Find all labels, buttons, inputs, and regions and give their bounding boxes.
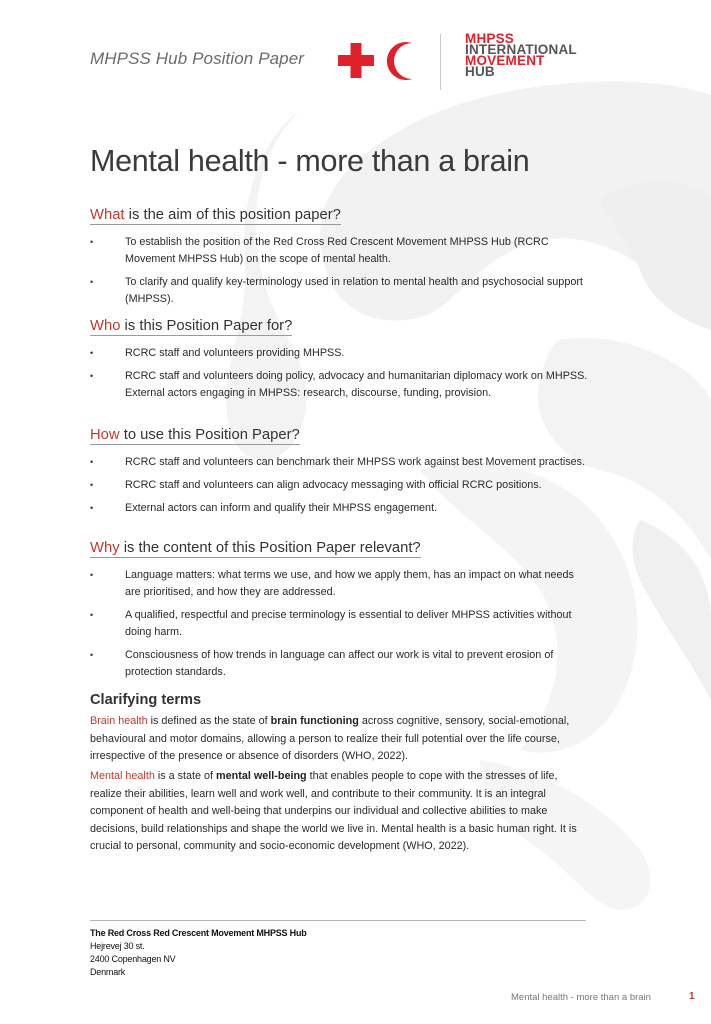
section-why (90, 539, 590, 687)
section-heading: Why is the content of this Position Paper relevant? (90, 540, 421, 556)
list-item: • Consciousness of how trends in language can affect our work is vital to prevent erosion of protection standards. (90, 647, 590, 681)
section-what (90, 206, 590, 314)
header-divider (440, 34, 441, 90)
page-number: 1 (689, 991, 695, 1002)
list-item: • RCRC staff and volunteers providing MHPSS. (90, 345, 590, 362)
section-who (90, 317, 590, 402)
list-item: • External actors can inform and qualify their MHPSS engagement. (90, 500, 590, 517)
list-item-continuation: External actors engaging in MHPSS: research, discourse, funding, provision. (125, 387, 492, 399)
list-item: • RCRC staff and volunteers can benchmark their MHPSS work against best Movement practises. (90, 454, 590, 471)
section-heading: Who is this Position Paper for? (90, 318, 293, 334)
list-item: • A qualified, respectful and precise terminology is essential to deliver MHPSS activities without doing harm. (90, 607, 590, 641)
mental-health-definition: Mental health is a state of mental well-being that enables people to cope with the stresses of life, realize their abilities, learn well and work well, and contribute to their community. It is an integral component of health and well-being that underpins our individual and collective abilities to make decisions, build relationships and shape the world we live in. Mental health is a basic human right. It is crucial to personal, community and socio-economic development (WHO, 2022). (90, 770, 577, 852)
footer-divider (90, 920, 586, 921)
list-item: • Language matters: what terms we use, and how we apply them, has an impact on what needs are prioritised, and how they are addressed. (90, 567, 590, 601)
list-item: • RCRC staff and volunteers can align advocacy messaging with official RCRC positions. (90, 477, 590, 494)
running-footer-title: Mental health - more than a brain (511, 992, 651, 1003)
list-item: • RCRC staff and volunteers doing policy, advocacy and humanitarian diplomacy work on MHPSS. (90, 368, 590, 385)
section-heading: How to use this Position Paper? (90, 427, 300, 443)
clarifying-terms-heading: Clarifying terms (90, 692, 202, 708)
address-block: The Red Cross Red Crescent Movement MHPSS Hub Hejrevej 30 st. 2400 Copenhagen NV Denmark (90, 928, 307, 977)
header-title: MHPSS Hub Position Paper (90, 49, 305, 68)
section-how (90, 426, 590, 523)
red-cross-red-crescent-emblem-icon (338, 40, 418, 82)
list-item: • To clarify and qualify key-terminology used in relation to mental health and psychosocial support (MHPSS). (90, 274, 590, 308)
section-heading: What is the aim of this position paper? (90, 207, 341, 223)
brain-health-definition: Brain health is defined as the state of brain functioning across cognitive, sensory, social-emotional, behavioural and motor domains, allowing a person to realize their full potential over the life course, irrespective of the presence or absence of disorders (WHO, 2022). (90, 715, 570, 762)
mhpss-hub-logo: MHPSS INTERNATIONAL MOVEMENT HUB (465, 31, 577, 79)
page-title: Mental health - more than a brain (90, 144, 530, 178)
list-item: • To establish the position of the Red Cross Red Crescent Movement MHPSS Hub (RCRC Movement MHPSS Hub) on the scope of mental health. (90, 234, 590, 268)
